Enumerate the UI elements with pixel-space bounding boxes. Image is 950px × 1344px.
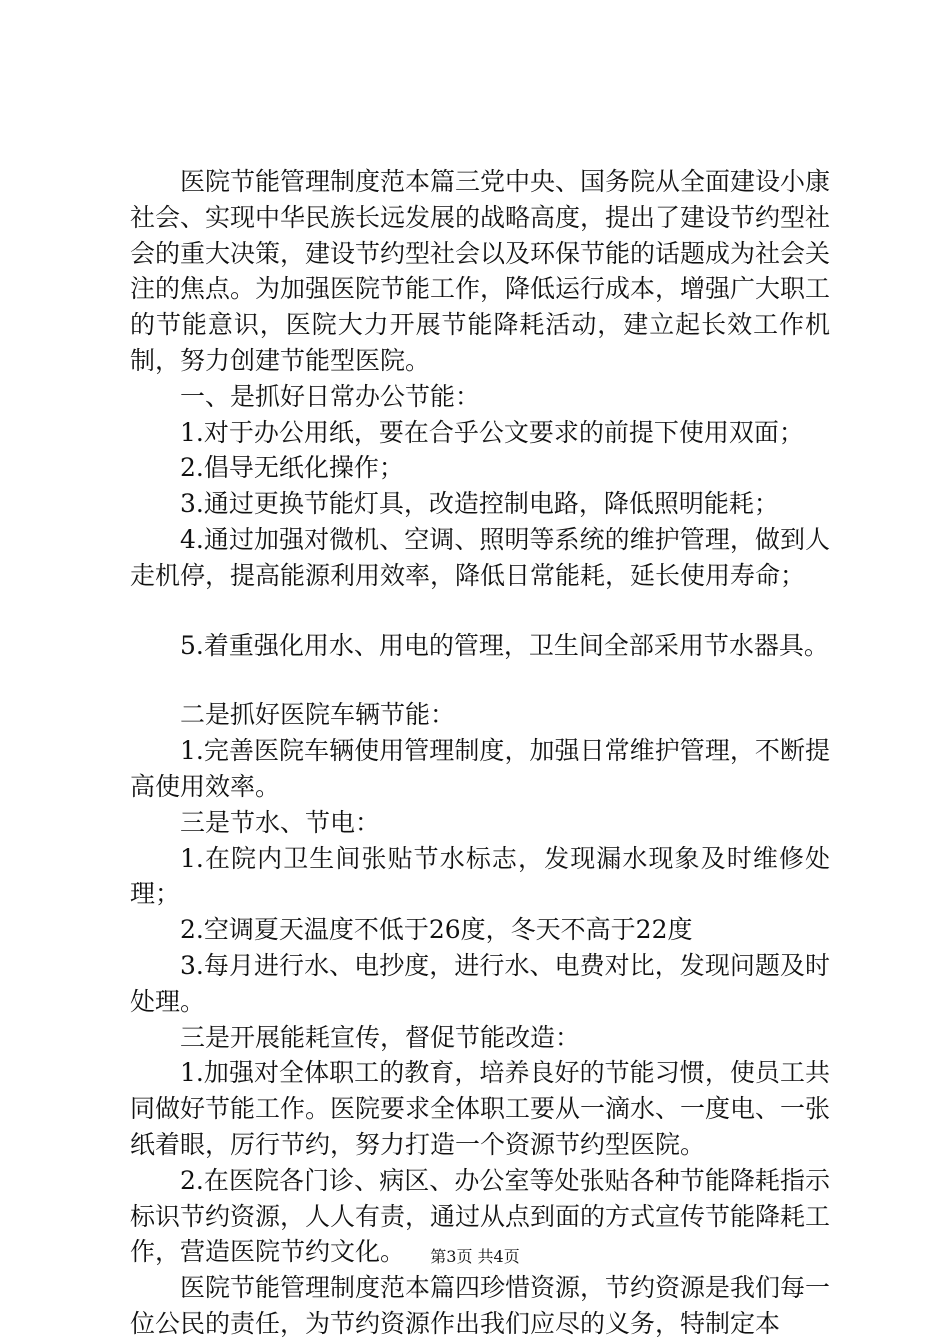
paragraph-part-four: 医院节能管理制度范本篇四珍惜资源，节约资源是我们每一位公民的责任，为节约资源作出我们应尽的义务，特制定本 [130, 1273, 831, 1338]
list-item: 1.完善医院车辆使用管理制度，加强日常维护管理，不断提高使用效率。 [130, 736, 830, 801]
list-item: 1.在院内卫生间张贴节水标志，发现漏水现象及时维修处理； [130, 843, 830, 909]
document-body [130, 164, 830, 1342]
section-heading-publicity: 三是开展能耗宣传，督促节能改造： [180, 1022, 581, 1052]
list-item: 3.通过更换节能灯具，改造控制电路，降低照明能耗； [180, 489, 779, 519]
list-item: 1.对于办公用纸，要在合乎公文要求的前提下使用双面； [180, 417, 804, 447]
list-item: 4.通过加强对微机、空调、照明等系统的维护管理，做到人走机停，提高能源利用效率，降低日常能耗，延长使用寿命； [130, 524, 830, 590]
section-heading-office: 一、是抓好日常办公节能： [180, 381, 481, 411]
list-item: 3.每月进行水、电抄度，进行水、电费对比，发现问题及时处理。 [130, 950, 830, 1016]
list-item: 1.加强对全体职工的教育，培养良好的节能习惯，使员工共同做好节能工作。医院要求全体职工要从一滴水、一度电、一张纸着眼，厉行节约，努力打造一个资源节约型医院。 [130, 1058, 831, 1159]
paragraph-intro: 医院节能管理制度范本篇三党中央、国务院从全面建设小康社会、实现中华民族长远发展的战略高度，提出了建设节约型社会的重大决策，建设节约型社会以及环保节能的话题成为社会关注的焦点。为加强医院节能工作，降低运行成本，增强广大职工的节能意识，医院大力开展节能降耗活动，建立起长效工作机制，努力创建节能型医院。 [130, 167, 831, 375]
list-item: 2.在医院各门诊、病区、办公室等处张贴各种节能降耗指示标识节约资源，人人有责，通过从点到面的方式宣传节能降耗工作，营造医院节约文化。 [130, 1165, 831, 1267]
list-item: 5.着重强化用水、用电的管理，卫生间全部采用节水器具。 [180, 630, 829, 660]
section-heading-water-power: 三是节水、节电： [180, 807, 381, 837]
list-item: 2.倡导无纸化操作； [180, 453, 404, 483]
list-item: 2.空调夏天温度不低于26度，冬天不高于22度 [180, 915, 693, 945]
section-heading-vehicles: 二是抓好医院车辆节能： [180, 700, 456, 730]
page-number-footer: 第3页 共4页 [430, 1247, 520, 1266]
